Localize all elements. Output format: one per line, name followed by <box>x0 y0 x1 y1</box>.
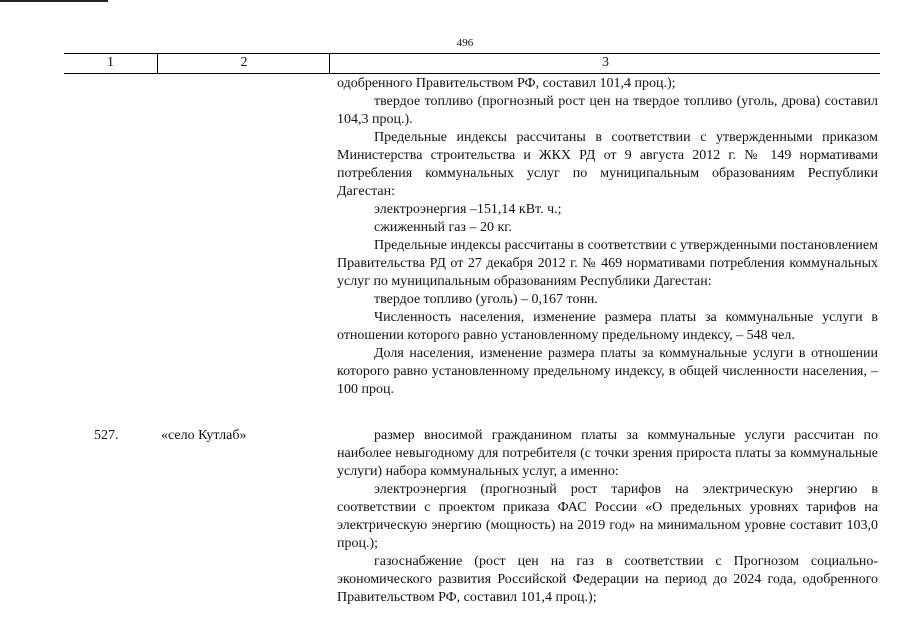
entry-number: 527. <box>94 428 119 443</box>
paragraph: Доля населения, изменение размера платы за коммунальные услуги в отношении которого равно установленному предельному индексу, в общей численности населения, – 100 проц. <box>337 346 878 397</box>
scan-corner-mark <box>0 0 108 2</box>
paragraph: размер вносимой гражданином платы за коммунальные услуги рассчитан по наиболее невыгодному для потребителя (с точки зрения прироста платы за коммунальные услуги) набора коммунальных услуг, а именно: <box>337 428 878 479</box>
entry-name: «село Кутлаб» <box>161 428 247 443</box>
paragraph: электроэнергия (прогнозный рост тарифов на электрическую энергию в соответствии с проектом приказа ФАС России «О предельных уровнях тарифов на электрическую энергию (мощность) на 2019 год» на минимальном уровне составит 103,0 проц.); <box>337 482 878 551</box>
paragraph: Численность населения, изменение размера платы за коммунальные услуги в отношении которого равно установленному предельному индексу, – 548 чел. <box>337 310 878 343</box>
paragraph: сжиженный газ – 20 кг. <box>374 220 512 235</box>
paragraph: Предельные индексы рассчитаны в соответствии с утвержденными постановлением Правительства РД от 27 декабря 2012 г. № 469 нормативами потребления коммунальных услуг по муниципальным образованиям Республики Дагестан: <box>337 238 878 289</box>
entry-text <box>337 427 878 607</box>
column-header-1: 1 <box>107 55 114 70</box>
paragraph: твердое топливо (уголь) – 0,167 тонн. <box>374 292 598 307</box>
paragraph: одобренного Правительством РФ, составил 101,4 проц.); <box>337 76 676 91</box>
paragraph: газоснабжение (рост цен на газ в соответствии с Прогнозом социально-экономического развития Российской Федерации на период до 2024 года, одобренного Правительством РФ, составил 101,4 проц.); <box>337 554 878 605</box>
page-number: 496 <box>456 37 474 49</box>
column-header-3: 3 <box>329 54 881 73</box>
column-header-2: 2 <box>157 54 330 73</box>
paragraph: твердое топливо (прогнозный рост цен на твердое топливо (уголь, дрова) составил 104,3 проц.). <box>337 94 878 127</box>
paragraph: Предельные индексы рассчитаны в соответствии с утвержденными приказом Министерства строительства и ЖКХ РД от 9 августа 2012 г. № 149 нормативами потребления коммунальных услуг по муниципальным образованиям Республики Дагестан: <box>337 130 878 199</box>
table-header-row <box>64 53 880 74</box>
paragraph: электроэнергия –151,14 кВт. ч.; <box>374 202 562 217</box>
continued-entry-text <box>337 75 878 399</box>
